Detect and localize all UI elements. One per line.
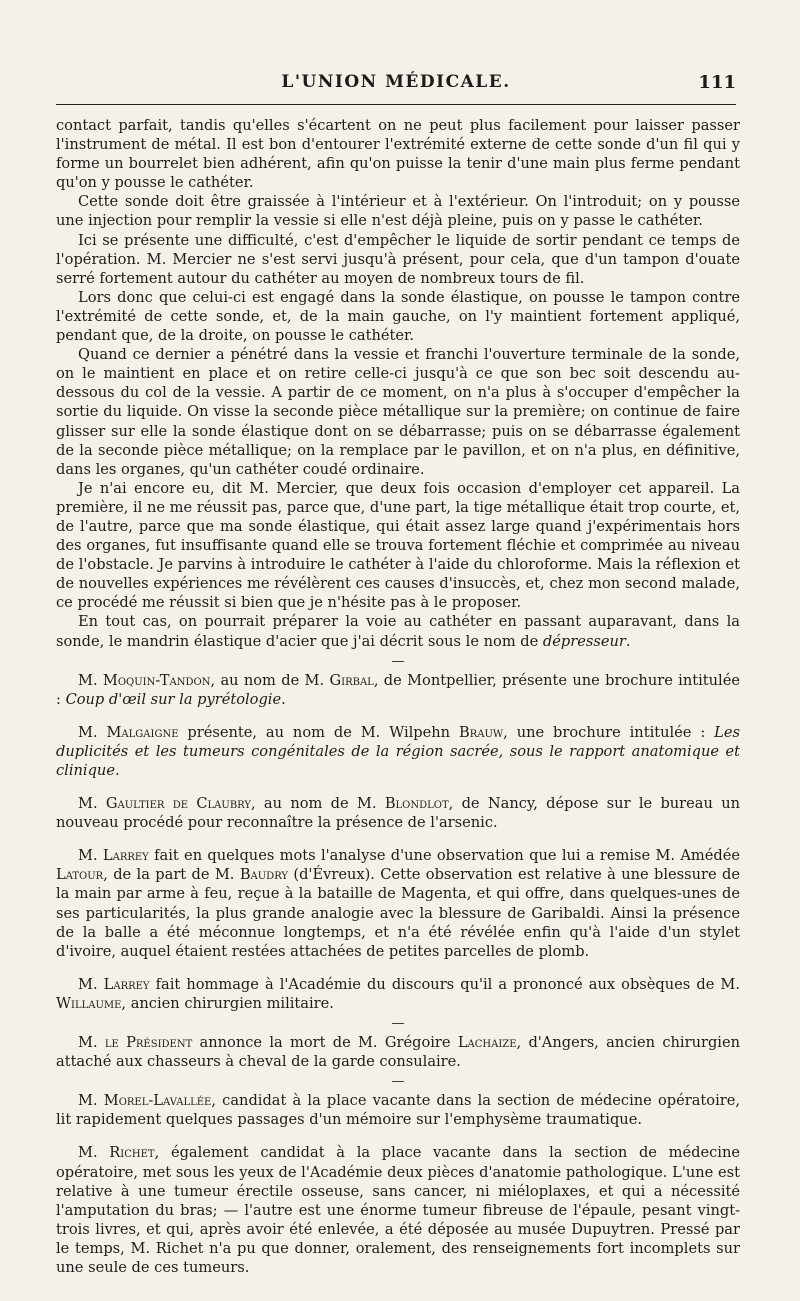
paragraph: M. Malgaigne présente, au nom de M. Wilpehn Brauw, une brochure intitulée : Les duplicités et les tumeurs congénitales de la région sacrée, sous le rapport anatomique et clinique. bbox=[56, 723, 740, 779]
running-title: L'UNION MÉDICALE. bbox=[281, 72, 511, 92]
separator: — bbox=[391, 1074, 405, 1090]
separator: — bbox=[391, 1016, 405, 1032]
body-text bbox=[56, 116, 740, 1277]
header-rule bbox=[56, 104, 736, 105]
paragraph: Lors donc que celui-ci est engagé dans la sonde élastique, on pousse le tampon contre l'extrémité de cette sonde, et, de la main gauche, on l'y maintient fortement appliqué, pendant que, de la droite, on pousse le cathéter. bbox=[56, 288, 740, 345]
paragraph: En tout cas, on pourrait préparer la voie au cathéter en passant auparavant, dans la sonde, le mandrin élastique d'acier que j'ai décrit sous le nom de dépresseur. bbox=[56, 613, 740, 650]
paragraph: Je n'ai encore eu, dit M. Mercier, que deux fois occasion d'employer cet appareil. La première, il ne me réussit pas, parce que, d'une part, la tige métallique était trop courte, et, de l'autre, parce que ma sonde élastique, qui était assez large quand j'expérimentais hors des organes, fut insuffisante quand elle se trouva fortement fléchie et comprimée au niveau de l'obstacle. Je parvins à introduire le cathéter à l'aide du chloroforme. Mais la réflexion et de nouvelles expériences me révélèrent ces causes d'insuccès, et, chez mon second malade, ce procédé me réussit si bien que je n'hésite pas à le proposer. bbox=[56, 479, 740, 612]
paragraph: M. Morel-Lavallée, candidat à la place vacante dans la section de médecine opératoire, lit rapidement quelques passages d'un mémoire sur l'emphysème traumatique. bbox=[56, 1092, 740, 1129]
paragraph: M. Gaultier de Claubry, au nom de M. Blondlot, de Nancy, dépose sur le bureau un nouveau procédé pour reconnaître la présence de l'arsenic. bbox=[56, 795, 740, 832]
paragraph: M. Larrey fait hommage à l'Académie du discours qu'il a prononcé aux obsèques de M. Willaume, ancien chirurgien militaire. bbox=[56, 975, 741, 1012]
paragraph: Ici se présente une difficulté, c'est d'empêcher le liquide de sortir pendant ce temps de l'opération. M. Mercier ne s'est servi jusqu'à présent, pour cela, que d'un tampon d'ouate serré fortement autour du cathéter au moyen de nombreux tours de fil. bbox=[56, 231, 740, 287]
page-number: 111 bbox=[698, 72, 736, 93]
page-header bbox=[56, 72, 736, 98]
paragraph: Cette sonde doit être graissée à l'intérieur et à l'extérieur. On l'introduit; on y pousse une injection pour remplir la vessie si elle n'est déjà pleine, puis on y passe le cathéter. bbox=[56, 193, 740, 230]
paragraph: M. le Président annonce la mort de M. Grégoire Lachaize, d'Angers, ancien chirurgien attaché aux chasseurs à cheval de la garde consulaire. bbox=[56, 1034, 740, 1071]
paragraph: contact parfait, tandis qu'elles s'écartent on ne peut plus facilement pour laisser passer l'instrument de métal. Il est bon d'entourer l'extrémité externe de cette sonde d'un fil qui y forme un bourrelet bien adhérent, afin qu'on puisse la tenir d'une main plus ferme pendant qu'on y pousse le cathéter. bbox=[56, 117, 740, 192]
paragraph: Quand ce dernier a pénétré dans la vessie et franchi l'ouverture terminale de la sonde, on le maintient en place et on retire celle-ci jusqu'à ce que son bec soit descendu au-dessous du col de la vessie. A partir de ce moment, on n'a plus à s'occuper d'empêcher la sortie du liquide. On visse la seconde pièce métallique sur la première; on continue de faire glisser sur elle la sonde élastique dont on se débarrasse; puis on se débarrasse également de la seconde pièce métallique; on la remplace par le pavillon, et on n'a plus, en définitive, dans les organes, qu'un cathéter coudé ordinaire. bbox=[56, 346, 740, 478]
paragraph: M. Moquin-Tandon, au nom de M. Girbal, de Montpellier, présente une brochure intitulée : Coup d'œil sur la pyrétologie. bbox=[56, 671, 740, 708]
separator: — bbox=[391, 653, 405, 669]
paragraph: M. Richet, également candidat à la place vacante dans la section de médecine opératoire, met sous les yeux de l'Académie deux pièces d'anatomie pathologique. L'une est relative à une tumeur érectile osseuse, sans cancer, ni miéloplaxes, et qui a nécessité l'amputation du bras; — l'autre est une énorme tumeur fibreuse de l'épaule, pesant vingt-trois livres, et qui, après avoir été enlevée, a été déposée au musée Dupuytren. Pressé par le temps, M. Richet n'a pu que donner, oralement, des renseignements fort incomplets sur une seule de ces tumeurs. bbox=[56, 1144, 740, 1276]
paragraph: M. Larrey fait en quelques mots l'analyse d'une observation que lui a remise M. Amédée Latour, de la part de M. Baudry (d'Évreux). Cette observation est relative à une blessure de la main par arme à feu, reçue à la bataille de Magenta, et qui offre, dans quelques-unes de ses particularités, la plus grande analogie avec la blessure de Garibaldi. Ainsi la présence de la balle a été méconnue longtemps, et n'a été révélée enfin qu'à l'aide d'un stylet d'ivoire, auquel étaient restées attachées de petites parcelles de plomb. bbox=[56, 847, 741, 960]
